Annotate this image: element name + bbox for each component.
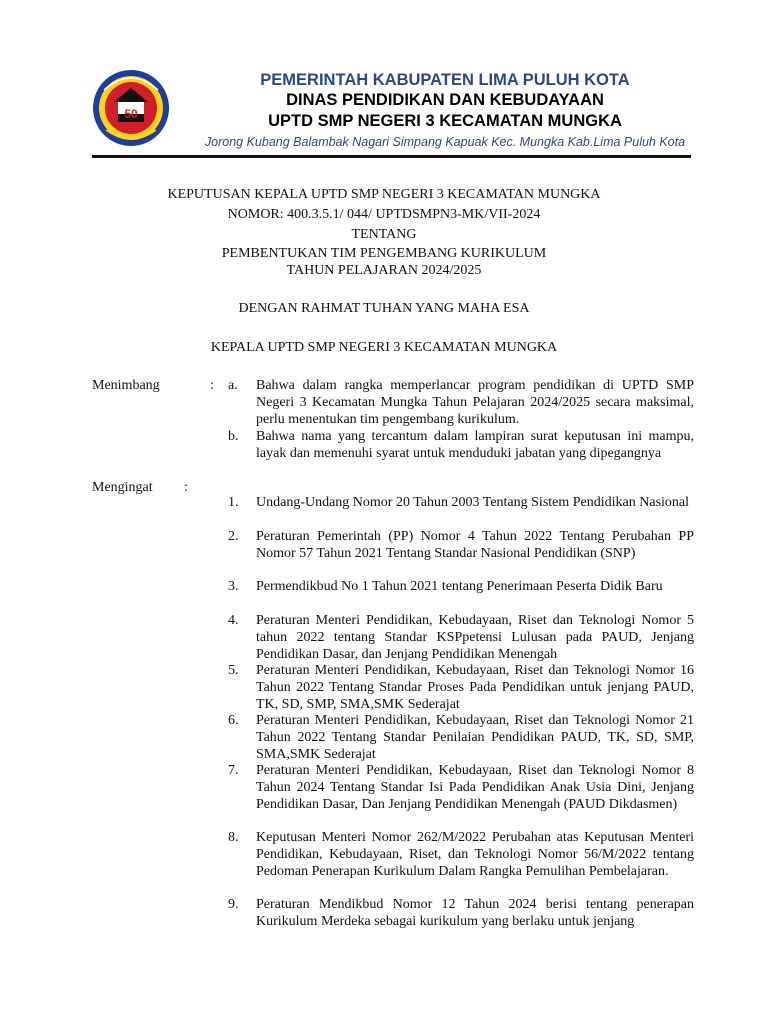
list-item: Peraturan Menteri Pendidikan, Kebudayaan, Riset dan Teknologi Nomor 5 tahun 2022 tentang Standar KSPpetensi Lulusan pada PAUD, Jenjang Pendidikan Dasar, dan Jenjang Pendidikan Menengah: [256, 613, 694, 662]
government-name: PEMERINTAH KABUPATEN LIMA PULUH KOTA: [260, 71, 630, 89]
list-marker: b.: [228, 429, 239, 444]
list-marker: 1.: [228, 495, 239, 510]
letterhead-divider: [92, 155, 691, 158]
menimbang-colon: :: [210, 378, 214, 393]
list-item: Peraturan Menteri Pendidikan, Kebudayaan, Riset dan Teknologi Nomor 8 Tahun 2024 Tentang Standar Isi Pada Pendidikan Anak Usia Dini, Jenjang Pendidikan Dasar, Dan Jenjang Pendidikan Menengah (PAUD Dikdasmen): [256, 763, 694, 812]
list-marker: 5.: [228, 663, 239, 678]
decree-number: NOMOR: 400.3.5.1/ 044/ UPTDSMPN3-MK/VII-2024: [227, 207, 541, 222]
school-address: Jorong Kubang Balambak Nagari Simpang Kapuak Kec. Mungka Kab.Lima Puluh Kota: [204, 135, 686, 149]
list-item: Peraturan Menteri Pendidikan, Kebudayaan, Riset dan Teknologi Nomor 16 Tahun 2022 Tentang Standar Proses Pada Pendidikan untuk jenjang PAUD, TK, SD, SMP, SMA,SMK Sederajat: [256, 663, 694, 712]
decree-year: TAHUN PELAJARAN 2024/2025: [286, 263, 482, 278]
decree-title: KEPUTUSAN KEPALA UPTD SMP NEGERI 3 KECAMATAN MUNGKA: [167, 187, 601, 202]
list-item: Undang-Undang Nomor 20 Tahun 2003 Tentang Sistem Pendidikan Nasional: [256, 495, 690, 510]
logo-number: 50: [124, 107, 138, 121]
list-marker: 4.: [228, 613, 239, 628]
school-logo: [92, 68, 170, 148]
list-item: Peraturan Mendikbud Nomor 12 Tahun 2024 berisi tentang penerapan Kurikulum Merdeka sebagai kurikulum yang berlaku untuk jenjang: [256, 897, 694, 929]
mengingat-colon: :: [184, 480, 188, 495]
list-item: Keputusan Menteri Nomor 262/M/2022 Perubahan atas Keputusan Menteri Pendidikan, Kebudayaan, Riset, dan Teknologi Nomor 56/M/2022 tentang Pedoman Penerapan Kurikulum Dalam Rangka Pemulihan Pembelajaran.: [256, 830, 694, 879]
school-name: UPTD SMP NEGERI 3 KECAMATAN MUNGKA: [268, 112, 622, 130]
list-item: Permendikbud No 1 Tahun 2021 tentang Penerimaan Peserta Didik Baru: [256, 579, 663, 594]
blessing-line: DENGAN RAHMAT TUHAN YANG MAHA ESA: [238, 301, 530, 316]
official-title: KEPALA UPTD SMP NEGERI 3 KECAMATAN MUNGKA: [210, 340, 558, 355]
list-marker: 3.: [228, 579, 239, 594]
department-name: DINAS PENDIDIKAN DAN KEBUDAYAAN: [286, 91, 604, 109]
list-item: Bahwa dalam rangka memperlancar program pendidikan di UPTD SMP Negeri 3 Kecamatan Mungka Tahun Pelajaran 2024/2025 secara maksimal, perlu menentukan tim pengembang kurikulum.: [256, 378, 694, 427]
mengingat-label: Mengingat: [92, 480, 153, 495]
list-marker: a.: [228, 378, 238, 393]
list-marker: 9.: [228, 897, 239, 912]
list-item: Peraturan Pemerintah (PP) Nomor 4 Tahun 2022 Tentang Perubahan PP Nomor 57 Tahun 2021 Tentang Standar Nasional Pendidikan (SNP): [256, 529, 694, 561]
decree-subject: PEMBENTUKAN TIM PENGEMBANG KURIKULUM: [221, 246, 547, 261]
decree-about: TENTANG: [351, 227, 417, 242]
list-marker: 2.: [228, 529, 239, 544]
list-marker: 6.: [228, 713, 239, 728]
menimbang-label: Menimbang: [92, 378, 160, 393]
letterhead: [190, 70, 700, 151]
list-item: Bahwa nama yang tercantum dalam lampiran surat keputusan ini mampu, layak dan memenuhi syarat untuk menduduki jabatan yang dipegangnya: [256, 429, 694, 461]
list-item: Peraturan Menteri Pendidikan, Kebudayaan, Riset dan Teknologi Nomor 21 Tahun 2022 Tentang Standar Penilaian Pendidikan PAUD, TK, SD, SMP, SMA,SMK Sederajat: [256, 713, 694, 762]
list-marker: 8.: [228, 830, 239, 845]
list-marker: 7.: [228, 763, 239, 778]
